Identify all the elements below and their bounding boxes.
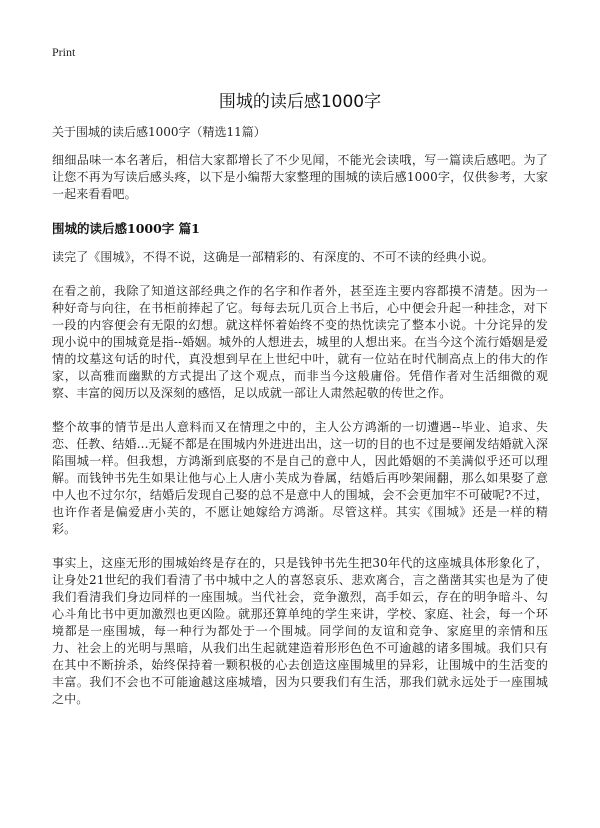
print-link[interactable]: Print [52,45,76,59]
section-heading: 围城的读后感1000字 篇1 [52,221,200,236]
body-paragraph-3: 整个故事的情节是出人意料而又在情理之中的，主人公方鸿渐的一切遭遇--毕业、追求、失恋、任教、结婚...无疑不都是在围城内外进进出出，这一切的目的也不过是要阐发结婚就入深陷围城一样。但我想，方鸿渐到底娶的不是自己的意中人，因此婚姻的不美满似乎还可以理解。而钱钟书先生如果让他与心上人唐小芙成为眷属，结婚后再吵架闹翻，那么如果娶了意中人也不过尔尔，结婚后发现自己娶的总不是意中人的围城，会不会更加牢不可破呢?不过，也许作者是偏爱唐小芙的，不愿让她嫁给方鸿渐。尽管这样。其实《围城》还是一样的精彩。 [52,420,548,536]
intro-paragraph: 细细品味一本名著后，相信大家都增长了不少见闻，不能光会读哦，写一篇读后感吧。为了让您不再为写读后感头疼，以下是小编帮大家整理的围城的读后感1000字，仅供参考，大家一起来看看吧。 [52,153,548,201]
document-subtitle: 关于围城的读后感1000字（精选11篇） [52,125,266,139]
body-paragraph-1: 读完了《围城》，不得不说，这确是一部精彩的、有深度的、不可不读的经典小说。 [52,250,494,264]
body-paragraph-4: 事实上，这座无形的围城始终是存在的，只是钱钟书先生把30年代的这座城具体形象化了，让身处21世纪的我们看清了书中城中之人的喜怒哀乐、悲欢离合，言之凿凿其实也是为了使我们看清我们身边同样的一座围城。当代社会，竞争激烈，高手如云，存在的明争暗斗、勾心斗角比书中更加激烈也更凶险。就那还算单纯的学生来讲，学校、家庭、社会，每一个环境都是一座围城，每一种行为都处于一个围城。同学间的友谊和竞争、家庭里的亲情和压力、社会上的光明与黑暗，从我们出生起就建造着形形色色不可逾越的诸多围城。我们只有在其中不断拚杀，始终保持着一颗积极的心去创造这座围城里的异彩，让围城中的生活变的丰富。我们不会也不可能逾越这座城墙，因为只要我们有生活，那我们就永远处于一座围城之中。 [52,556,548,706]
body-paragraph-2: 在看之前，我除了知道这部经典之作的名字和作者外，甚至连主要内容都摸不清楚。因为一种好奇与向往，在书柜前捧起了它。每每去玩几页合上书后，心中便会升起一种挂念，对下一段的内容便会有无限的幻想。就这样怀着始终不变的热忱读完了整本小说。十分诧异的发现小说中的围城竟是指--婚姻。城外的人想进去，城里的人想出来。在当今这个流行婚姻是爱情的坟墓这句话的时代，真没想到早在上世纪中叶，就有一位站在时代制高点上的伟大的作家，以高雅而幽默的方式提出了这个观点，而非当今这般庸俗。凭借作者对生活细微的观察、丰富的阅历以及深刻的感悟，足以成就一部让人肃然起敬的传世之作。 [52,284,548,400]
document-title: 围城的读后感1000字 [218,92,382,112]
